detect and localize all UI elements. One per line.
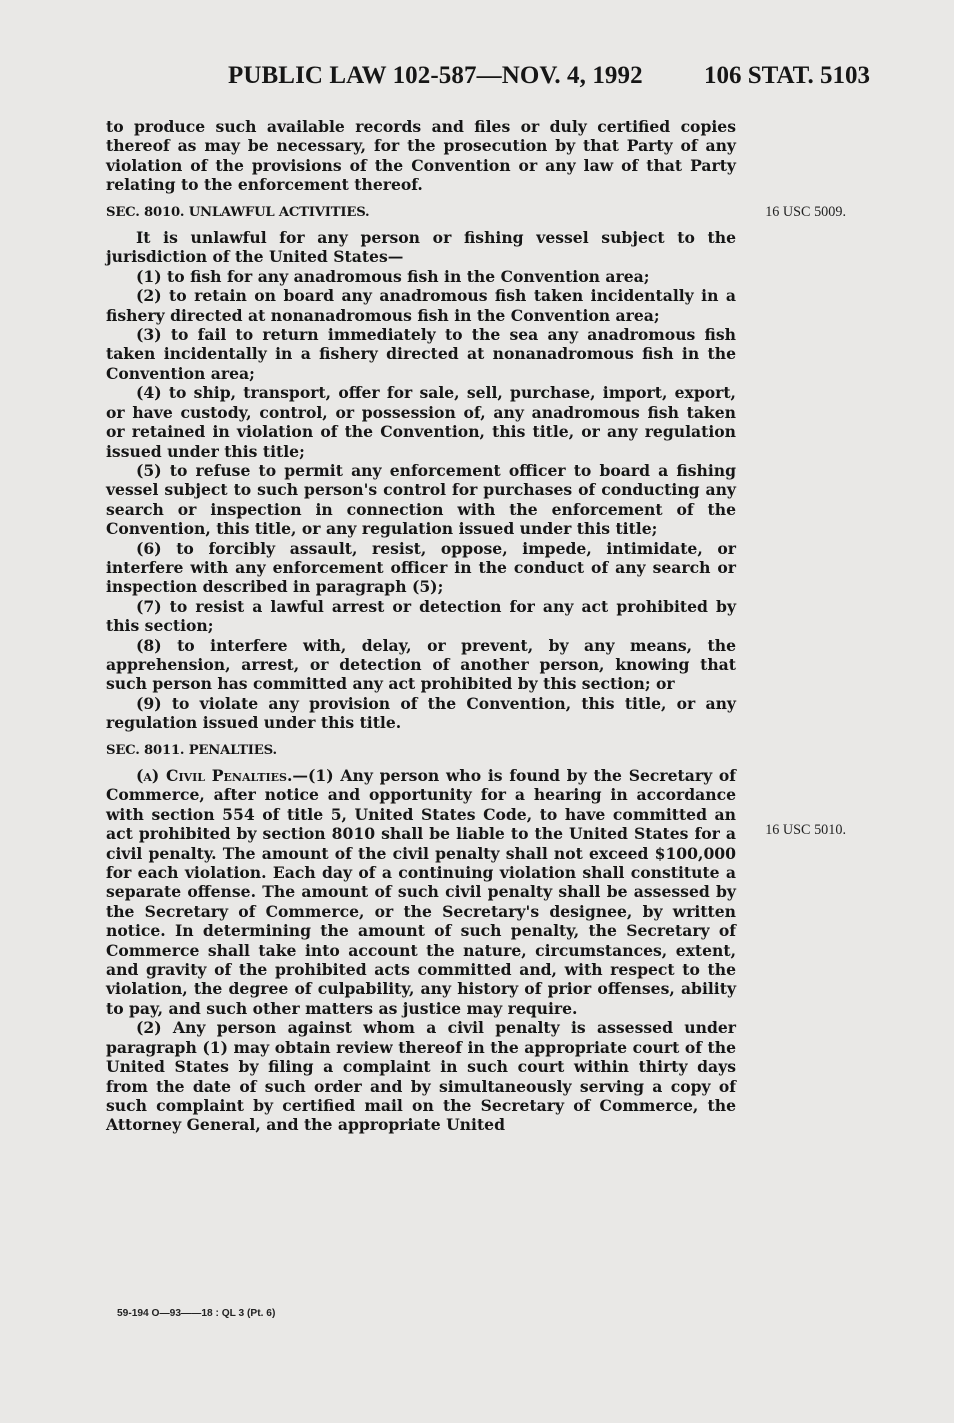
print-footer: 59-194 O—93——18 : QL 3 (Pt. 6) — [117, 1308, 276, 1319]
intro-paragraph: to produce such available records and files or duly certified copies thereof as may be necessary, for the prosecution by that Party of any violation of the provisions of the Convention or any law of that Party relating to the enforcement thereof. — [106, 117, 736, 195]
section-8010-lead: It is unlawful for any person or fishing vessel subject to the jurisdiction of the United States— — [106, 228, 736, 267]
margin-note-sec-8011: 16 USC 5010. — [765, 822, 846, 838]
page-header — [0, 62, 954, 102]
list-item: (6) to forcibly assault, resist, oppose, impede, intimidate, or interfere with any enforcement officer in the conduct of any search or inspection described in paragraph (5); — [106, 538, 736, 597]
civil-penalties-label: (a) Civil Penalties.— — [136, 766, 309, 785]
section-8011-heading: SEC. 8011. PENALTIES. — [106, 742, 277, 758]
list-item: (7) to resist a lawful arrest or detection for any act prohibited by this section; — [106, 596, 736, 636]
list-item: (4) to ship, transport, offer for sale, sell, purchase, import, export, or have custody, control, or possession of, any anadromous fish taken or retained in violation of the Convention, this title, or any regulation issued under this title; — [106, 383, 736, 461]
civil-penalties-text: (1) Any person who is found by the Secretary of Commerce, after notice and opportunity for a hearing in accordance with section 554 of title 5, United States Code, to have committed an act prohibited by section 8010 shall be liable to the United States for a civil penalty. The amount of the civil penalty shall not exceed $100,000 for each violation. Each day of a continuing violation shall constitute a separate offense. The amount of such civil penalty shall be assessed by the Secretary of Commerce, or the Secretary's designee, by written notice. In determining the amount of such penalty, the Secretary of Commerce shall take into account the nature, circumstances, extent, and gravity of the prohibited acts committed and, with respect to the violation, the degree of culpability, any history of prior offenses, ability to pay, and such other matters as justice may require. — [106, 766, 737, 1018]
list-item: (8) to interfere with, delay, or prevent, by any means, the apprehension, arrest, or detection of another person, knowing that such person has committed any act prohibited by this section; or — [106, 635, 736, 694]
list-item: (3) to fail to return immediately to the sea any anadromous fish taken incidentally in a fishery directed at nonanadromous fish in the Convention area; — [106, 325, 736, 383]
list-item: (5) to refuse to permit any enforcement officer to board a fishing vessel subject to such person's control for purchases of conducting any search or inspection in connection with the enforcement of the Convention, this title, or any regulation issued under this title; — [106, 460, 736, 539]
section-8011-a1-paragraph — [106, 766, 736, 1018]
list-item: (9) to violate any provision of the Convention, this title, or any regulation issued under this title. — [106, 693, 736, 733]
section-8011-a2-paragraph: (2) Any person against whom a civil penalty is assessed under paragraph (1) may obtain review thereof in the appropriate court of the United States by filing a complaint in such court within thirty days from the date of such order and by simultaneously serving a copy of such complaint by certified mail on the Secretary of Commerce, the Attorney General, and the appropriate United — [106, 1018, 736, 1135]
statute-page-number: 106 STAT. 5103 — [704, 62, 870, 89]
list-item: (2) to retain on board any anadromous fish taken incidentally in a fishery directed at nonanadromous fish in the Convention area; — [106, 286, 736, 325]
margin-note-sec-8010: 16 USC 5009. — [765, 204, 846, 220]
public-law-citation: PUBLIC LAW 102-587—NOV. 4, 1992 — [228, 62, 643, 89]
section-8010-heading: SEC. 8010. UNLAWFUL ACTIVITIES. — [106, 204, 370, 220]
body-text — [106, 117, 736, 1135]
list-item: (1) to fish for any anadromous fish in the Convention area; — [136, 266, 650, 286]
